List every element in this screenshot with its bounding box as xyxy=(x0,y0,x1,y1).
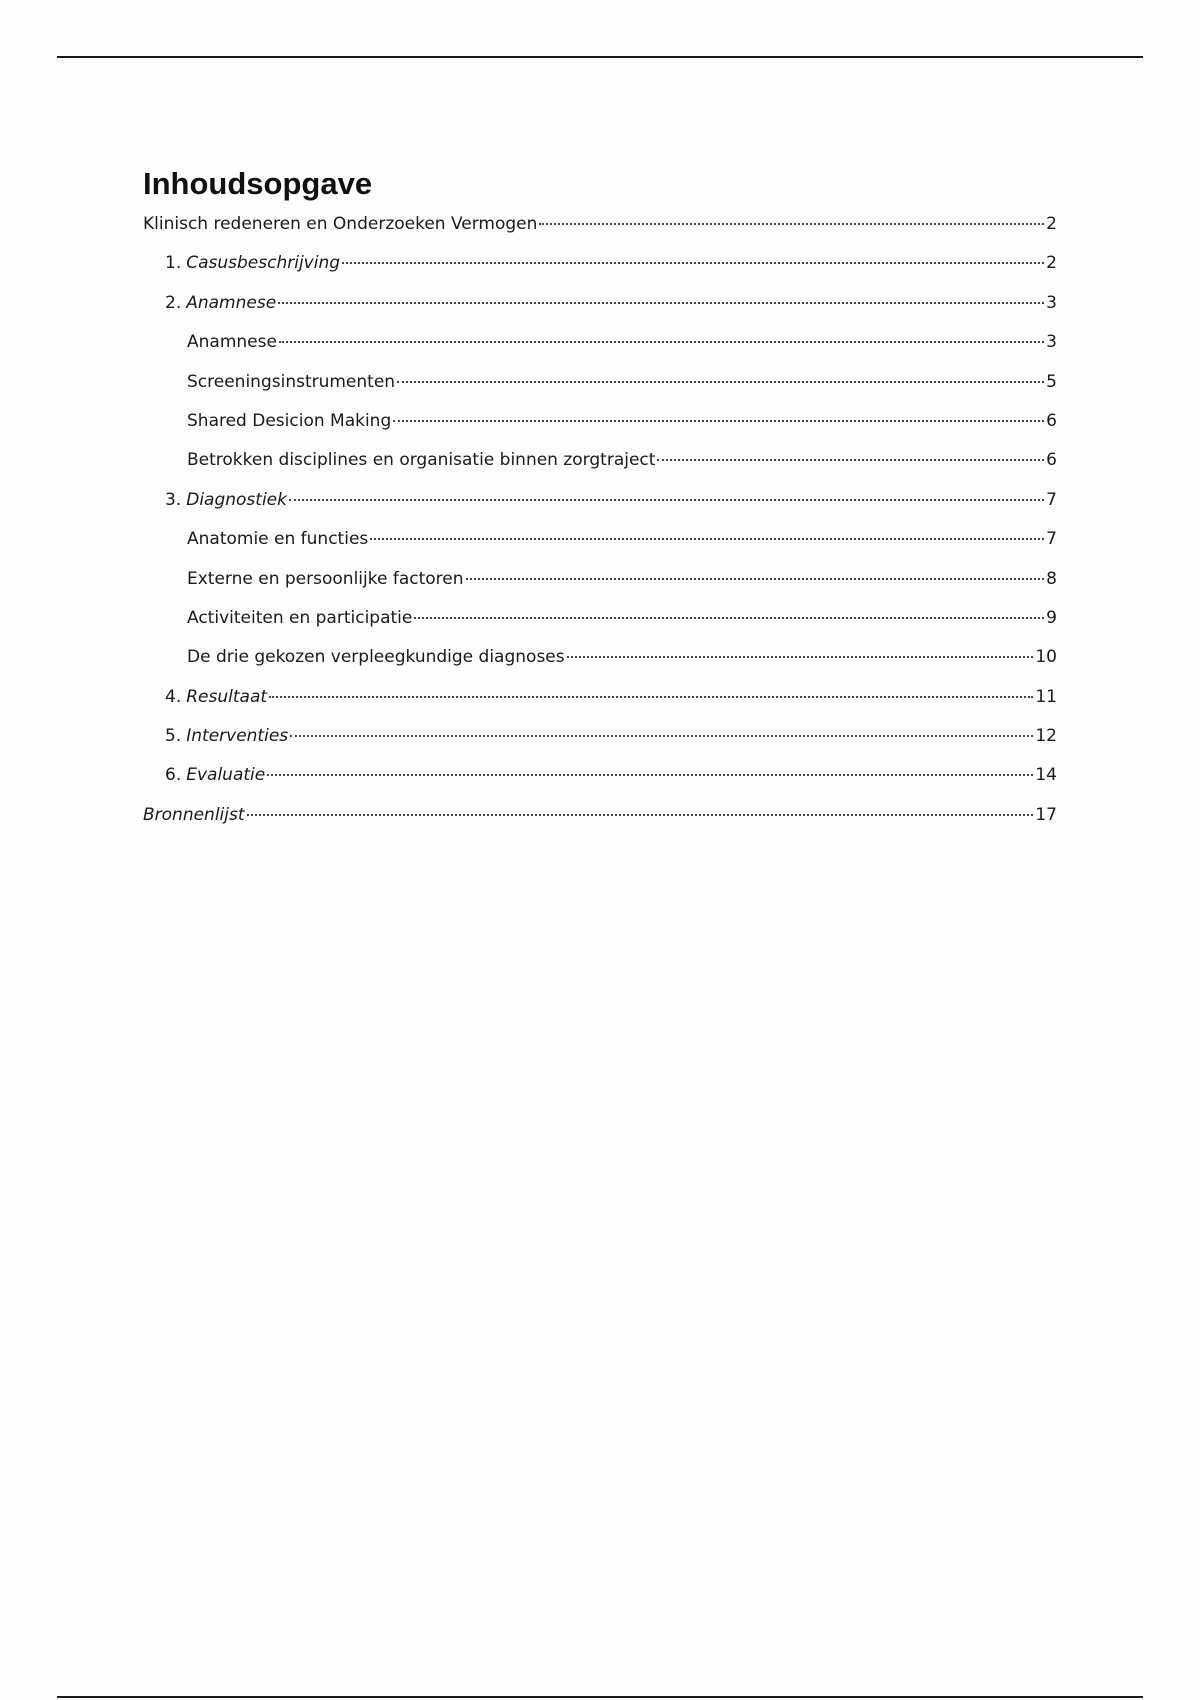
toc-entry-page: 5 xyxy=(1046,371,1057,392)
toc-entry-label: Screeningsinstrumenten xyxy=(187,371,396,392)
dot-leader xyxy=(279,341,1044,343)
toc-entry-page: 6 xyxy=(1046,450,1057,471)
table-of-contents xyxy=(143,164,1057,844)
toc-entry-number: 3. xyxy=(165,489,182,510)
toc-entry-label: Betrokken disciplines en organisatie binnen zorgtraject xyxy=(187,450,656,471)
toc-entry-page: 2 xyxy=(1046,253,1057,274)
toc-entry-page: 3 xyxy=(1046,332,1057,353)
toc-entry-klinisch-redeneren[interactable] xyxy=(143,214,1057,253)
toc-entry-label: Externe en persoonlijke factoren xyxy=(187,568,464,589)
toc-entry-number: 5. xyxy=(165,726,182,747)
dot-leader xyxy=(247,814,1034,816)
toc-entry-evaluatie[interactable] xyxy=(143,765,1057,804)
toc-entry-anamnese-section[interactable] xyxy=(143,293,1057,332)
toc-entry-number: 1. xyxy=(165,253,182,274)
toc-entry-casusbeschrijving[interactable] xyxy=(143,253,1057,292)
toc-entry-shared-desicion-making[interactable] xyxy=(143,411,1057,450)
toc-entry-page: 9 xyxy=(1046,607,1057,628)
dot-leader xyxy=(290,735,1033,737)
dot-leader xyxy=(342,262,1044,264)
toc-entry-bronnenlijst[interactable] xyxy=(143,805,1057,844)
dot-leader xyxy=(466,578,1045,580)
toc-entry-page: 2 xyxy=(1046,214,1057,234)
dot-leader xyxy=(269,696,1033,698)
toc-entry-betrokken-disciplines[interactable] xyxy=(143,450,1057,489)
toc-entry-page: 3 xyxy=(1046,292,1057,313)
toc-entry-interventies[interactable] xyxy=(143,726,1057,765)
header-rule xyxy=(57,56,1143,58)
toc-entry-label: Diagnostiek xyxy=(186,489,287,510)
toc-entry-label: Klinisch redeneren en Onderzoeken Vermogen xyxy=(143,214,538,234)
toc-entry-label: Shared Desicion Making xyxy=(187,410,392,431)
toc-entry-label: Anamnese xyxy=(186,292,277,313)
toc-entry-diagnostiek[interactable] xyxy=(143,490,1057,529)
dot-leader xyxy=(414,617,1044,619)
toc-entry-anamnese[interactable] xyxy=(143,332,1057,371)
toc-entry-page: 10 xyxy=(1035,647,1057,668)
toc-entry-label: Resultaat xyxy=(186,686,268,707)
toc-title: Inhoudsopgave xyxy=(143,166,373,201)
toc-entry-resultaat[interactable] xyxy=(143,687,1057,726)
dot-leader xyxy=(278,302,1044,304)
toc-entry-page: 7 xyxy=(1046,489,1057,510)
toc-entry-page: 6 xyxy=(1046,410,1057,431)
toc-entry-number: 4. xyxy=(165,686,182,707)
dot-leader xyxy=(539,223,1044,225)
toc-entry-label: Evaluatie xyxy=(186,765,266,786)
dot-leader xyxy=(567,656,1034,658)
toc-entry-label: Bronnenlijst xyxy=(143,804,245,825)
dot-leader xyxy=(397,381,1044,383)
dot-leader xyxy=(289,499,1044,501)
toc-entry-label: Anamnese xyxy=(187,332,277,353)
toc-entry-number: 2. xyxy=(165,292,182,313)
dot-leader xyxy=(393,420,1044,422)
toc-entry-label: Casusbeschrijving xyxy=(186,253,341,274)
toc-entry-page: 7 xyxy=(1046,529,1057,550)
dot-leader xyxy=(657,459,1044,461)
dot-leader xyxy=(370,538,1044,540)
toc-entry-externe-factoren[interactable] xyxy=(143,569,1057,608)
toc-entry-page: 17 xyxy=(1035,804,1057,825)
dot-leader xyxy=(267,774,1033,776)
toc-entry-screeningsinstrumenten[interactable] xyxy=(143,372,1057,411)
toc-entry-label: De drie gekozen verpleegkundige diagnoses xyxy=(187,647,565,668)
toc-entry-label: Interventies xyxy=(186,726,289,747)
toc-entry-anatomie-en-functies[interactable] xyxy=(143,529,1057,568)
toc-entry-page: 11 xyxy=(1035,686,1057,707)
toc-entry-page: 12 xyxy=(1035,726,1057,747)
toc-entry-page: 8 xyxy=(1046,568,1057,589)
toc-entry-page: 14 xyxy=(1035,765,1057,786)
toc-entry-number: 6. xyxy=(165,765,182,786)
toc-entry-label: Activiteiten en participatie xyxy=(187,607,413,628)
toc-entry-activiteiten-participatie[interactable] xyxy=(143,608,1057,647)
footer-rule xyxy=(57,1696,1143,1698)
toc-entry-verpleegkundige-diagnoses[interactable] xyxy=(143,647,1057,686)
toc-entry-label: Anatomie en functies xyxy=(187,529,369,550)
